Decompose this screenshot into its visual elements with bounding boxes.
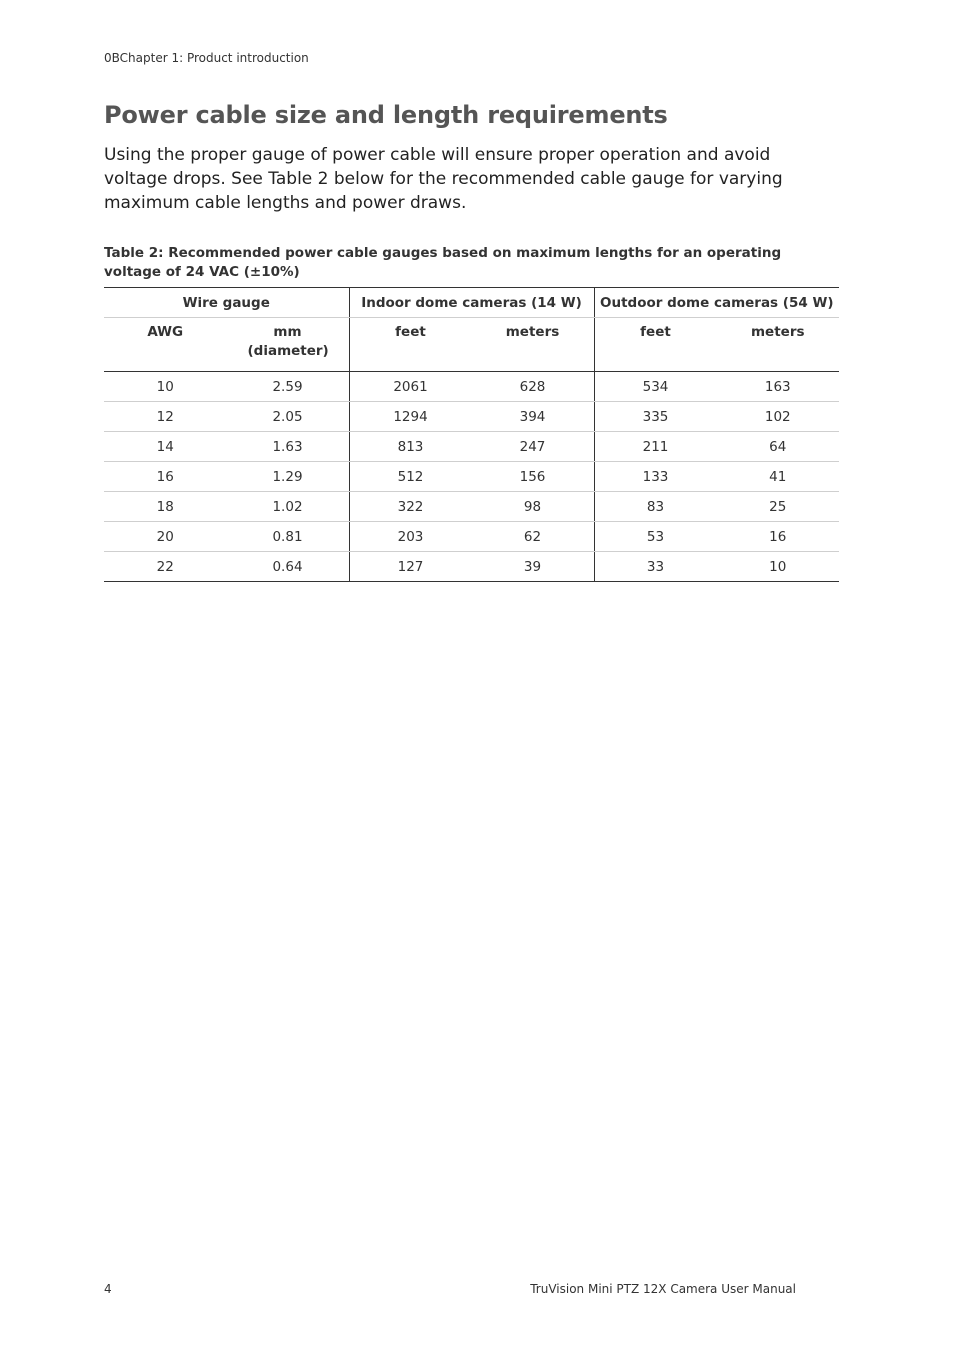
cell-indoor-meters: 39 (472, 552, 595, 582)
cell-outdoor-meters: 10 (717, 552, 840, 582)
cell-outdoor-meters: 163 (717, 372, 840, 402)
cell-indoor-feet: 813 (349, 432, 472, 462)
cell-mm: 1.29 (227, 462, 350, 492)
group-header-outdoor: Outdoor dome cameras (54 W) (594, 288, 839, 318)
column-header-mm (227, 318, 350, 372)
intro-paragraph: Using the proper gauge of power cable will ensure proper operation and avoid voltage drops. See Table 2 below for the recommended cable gauge for varying maximum cable lengths and power draws. (104, 145, 783, 213)
cell-indoor-feet: 2061 (349, 372, 472, 402)
table-row (104, 402, 839, 432)
cell-outdoor-feet: 534 (594, 372, 717, 402)
column-header-outdoor-meters: meters (717, 318, 840, 372)
cell-outdoor-meters: 102 (717, 402, 840, 432)
cell-mm: 1.63 (227, 432, 350, 462)
table-row (104, 372, 839, 402)
cell-indoor-feet: 512 (349, 462, 472, 492)
cell-indoor-meters: 156 (472, 462, 595, 492)
cell-indoor-feet: 127 (349, 552, 472, 582)
cell-outdoor-feet: 335 (594, 402, 717, 432)
column-header-indoor-feet: feet (349, 318, 472, 372)
cell-mm: 2.59 (227, 372, 350, 402)
column-header-awg: AWG (104, 318, 227, 372)
group-header-wire-gauge: Wire gauge (104, 288, 349, 318)
cell-indoor-feet: 1294 (349, 402, 472, 432)
cell-indoor-meters: 394 (472, 402, 595, 432)
column-header-mm-text: mm (diameter) (247, 324, 329, 359)
group-header-indoor: Indoor dome cameras (14 W) (349, 288, 594, 318)
cell-indoor-feet: 322 (349, 492, 472, 522)
column-header-indoor-meters: meters (472, 318, 595, 372)
cell-mm: 1.02 (227, 492, 350, 522)
column-header-outdoor-feet: feet (594, 318, 717, 372)
cell-outdoor-meters: 25 (717, 492, 840, 522)
cell-indoor-feet: 203 (349, 522, 472, 552)
footer-doc-title: TruVision Mini PTZ 12X Camera User Manual (530, 1282, 796, 1296)
cell-outdoor-feet: 133 (594, 462, 717, 492)
table-row (104, 522, 839, 552)
table-row (104, 552, 839, 582)
cell-outdoor-feet: 53 (594, 522, 717, 552)
cell-outdoor-feet: 83 (594, 492, 717, 522)
cell-outdoor-meters: 64 (717, 432, 840, 462)
cable-gauge-table (104, 287, 839, 582)
cell-mm: 2.05 (227, 402, 350, 432)
cell-awg: 16 (104, 462, 227, 492)
cell-indoor-meters: 628 (472, 372, 595, 402)
cell-mm: 0.64 (227, 552, 350, 582)
cell-awg: 18 (104, 492, 227, 522)
table-row (104, 492, 839, 522)
table-group-header-row (104, 288, 839, 318)
table-row (104, 432, 839, 462)
running-header: 0BChapter 1: Product introduction (104, 51, 309, 65)
cell-indoor-meters: 98 (472, 492, 595, 522)
cell-awg: 14 (104, 432, 227, 462)
cell-outdoor-feet: 211 (594, 432, 717, 462)
cell-outdoor-feet: 33 (594, 552, 717, 582)
cell-awg: 10 (104, 372, 227, 402)
cell-outdoor-meters: 41 (717, 462, 840, 492)
cell-awg: 20 (104, 522, 227, 552)
cell-outdoor-meters: 16 (717, 522, 840, 552)
table-caption: Table 2: Recommended power cable gauges based on maximum lengths for an operating voltage of 24 VAC (±10%) (104, 245, 782, 280)
cell-awg: 12 (104, 402, 227, 432)
cell-indoor-meters: 62 (472, 522, 595, 552)
section-title: Power cable size and length requirements (104, 101, 668, 129)
cell-indoor-meters: 247 (472, 432, 595, 462)
table-row (104, 462, 839, 492)
page-number: 4 (104, 1282, 112, 1296)
cell-awg: 22 (104, 552, 227, 582)
table-column-header-row (104, 318, 839, 372)
cell-mm: 0.81 (227, 522, 350, 552)
